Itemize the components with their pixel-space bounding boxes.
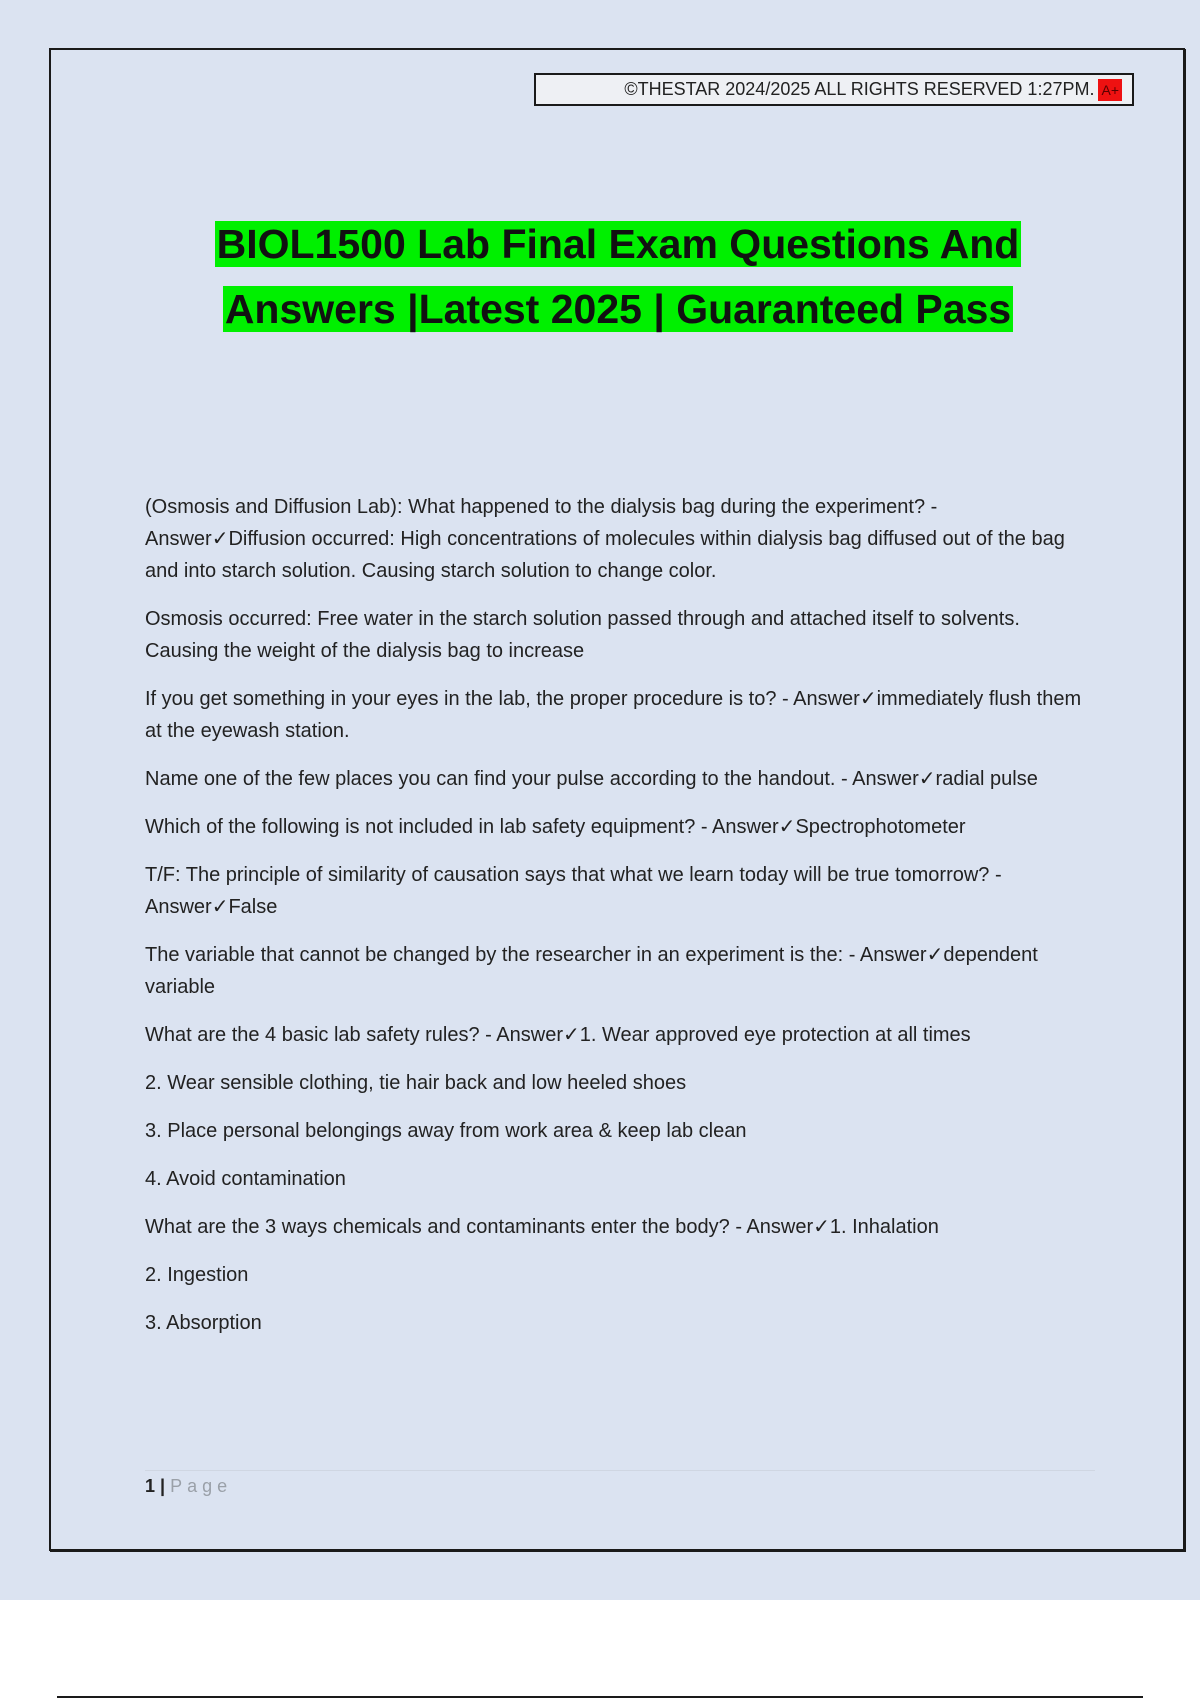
title-line-2: Answers |Latest 2025 | Guaranteed Pass [224, 286, 1012, 332]
copyright-text: ©THESTAR 2024/2025 ALL RIGHTS RESERVED 1:27PM. [624, 79, 1095, 99]
copyright-header [534, 73, 1134, 106]
qa-paragraph: T/F: The principle of similarity of causation says that what we learn today will be true tomorrow? - Answer✓False [145, 864, 1002, 918]
qa-paragraph: What are the 4 basic lab safety rules? - Answer✓1. Wear approved eye protection at all times [145, 1024, 971, 1046]
document-title [100, 212, 1136, 342]
title-line-1: BIOL1500 Lab Final Exam Questions And [216, 221, 1020, 267]
qa-paragraph: 4. Avoid contamination [145, 1168, 346, 1190]
grade-badge: A+ [1098, 79, 1122, 101]
page-number: 1 [145, 1476, 156, 1496]
qa-paragraph: If you get something in your eyes in the lab, the proper procedure is to? - Answer✓immediately flush them at the eyewash station. [145, 688, 1082, 742]
footer-separator: | [160, 1476, 166, 1496]
qa-paragraph: (Osmosis and Diffusion Lab): What happened to the dialysis bag during the experiment? - Answer✓Diffusion occurred: High concentrations of molecules within dialysis bag diffused out of the bag and into starch solution. Causing starch solution to change color. [145, 496, 1065, 582]
qa-paragraph: The variable that cannot be changed by the researcher in an experiment is the: - Answer✓dependent variable [145, 944, 1038, 998]
qa-paragraph: Osmosis occurred: Free water in the starch solution passed through and attached itself to solvents. Causing the weight of the dialysis bag to increase [145, 608, 1020, 662]
qa-paragraph: 3. Place personal belongings away from work area & keep lab clean [145, 1120, 747, 1142]
question-list [145, 491, 1095, 1355]
qa-paragraph: Name one of the few places you can find your pulse according to the handout. - Answer✓radial pulse [145, 768, 1038, 790]
page-label: Page [170, 1476, 233, 1496]
page-footer [145, 1474, 232, 1498]
qa-paragraph: 2. Wear sensible clothing, tie hair back and low heeled shoes [145, 1072, 687, 1094]
qa-paragraph: 2. Ingestion [145, 1264, 249, 1286]
footer-divider [145, 1470, 1095, 1471]
qa-paragraph: Which of the following is not included in lab safety equipment? - Answer✓Spectrophotometer [145, 816, 966, 838]
next-page-edge [57, 1696, 1143, 1698]
qa-paragraph: 3. Absorption [145, 1312, 262, 1334]
qa-paragraph: What are the 3 ways chemicals and contaminants enter the body? - Answer✓1. Inhalation [145, 1216, 939, 1238]
